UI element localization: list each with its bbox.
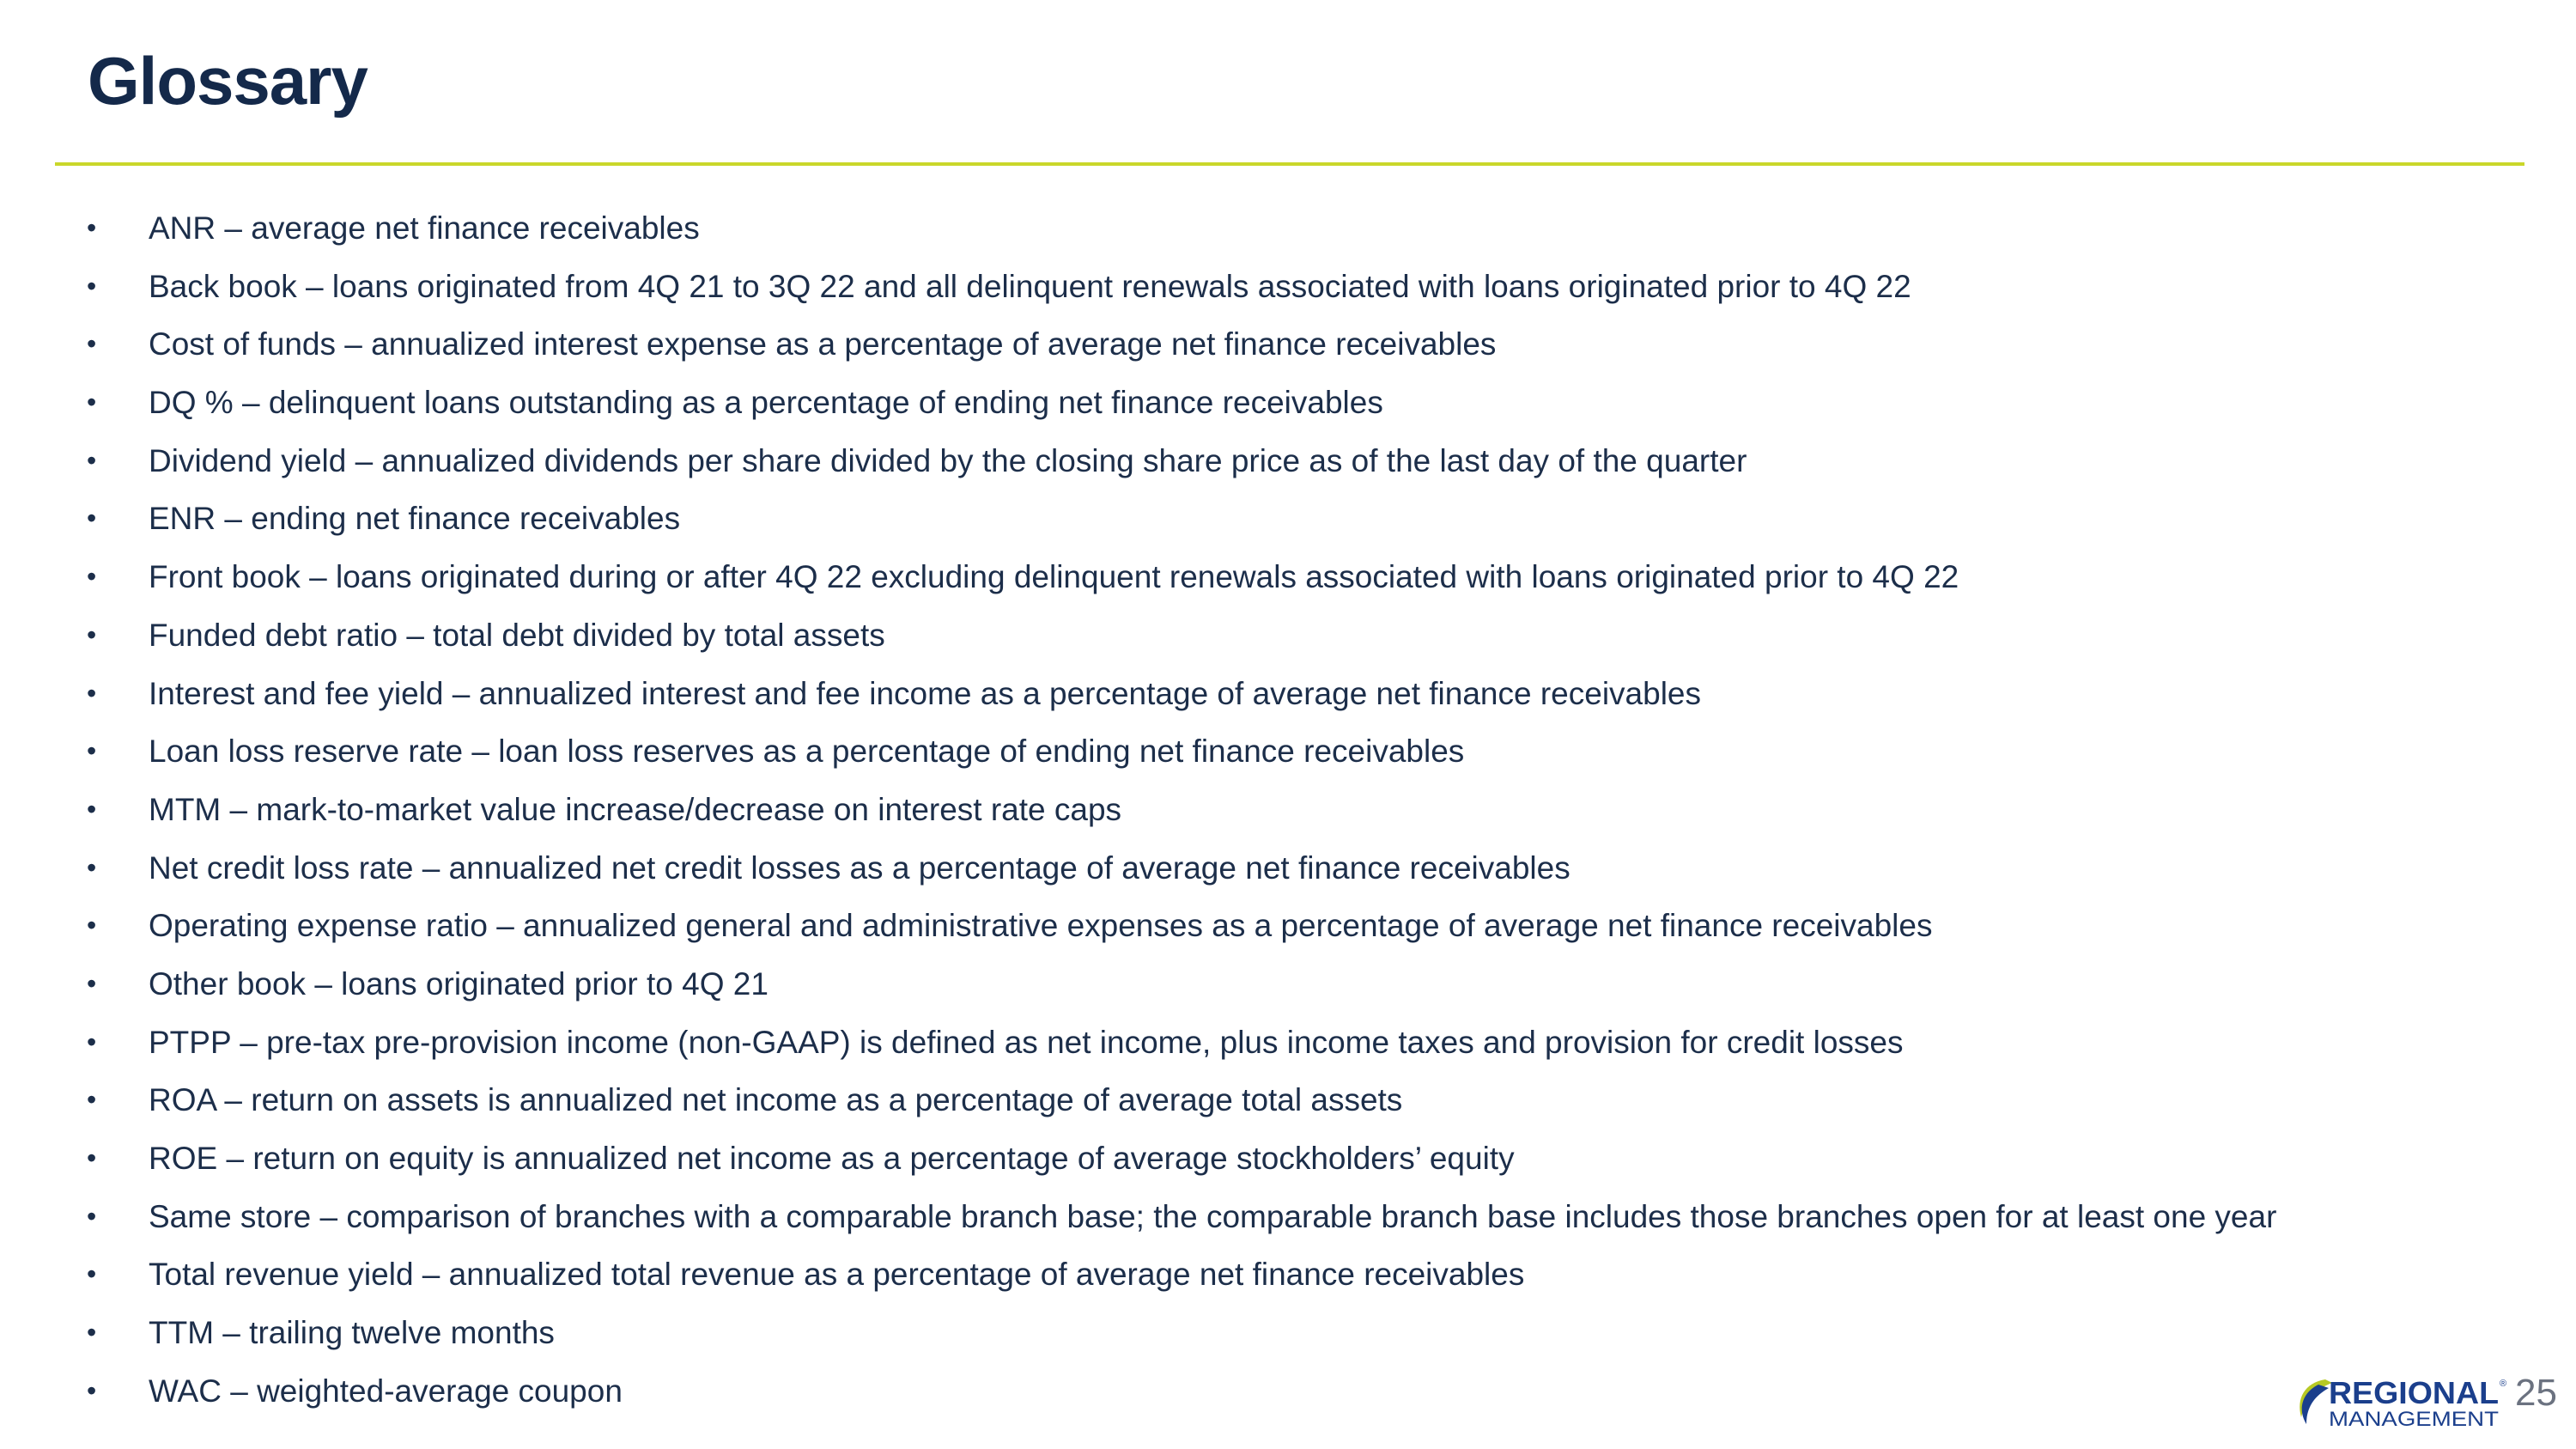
- bullet-icon: •: [87, 1317, 97, 1349]
- logo-wordmark-bottom: MANAGEMENT: [2329, 1408, 2500, 1429]
- glossary-item-text: PTPP – pre-tax pre-provision income (non-GAAP) is defined as net income, plus income taxes and provision for credit losses: [149, 1024, 1904, 1060]
- bullet-icon: •: [87, 1200, 97, 1232]
- logo-wordmark-top: REGIONAL: [2329, 1375, 2499, 1410]
- regional-management-logo: [2293, 1373, 2509, 1429]
- glossary-item-text: Cost of funds – annualized interest expense as a percentage of average net finance receivables: [149, 326, 1497, 362]
- glossary-item-text: Dividend yield – annualized dividends per share divided by the closing share price as of the last day of the quarter: [149, 442, 1747, 478]
- bullet-icon: •: [87, 1258, 97, 1290]
- title-divider: [55, 162, 2524, 166]
- bullet-icon: •: [87, 1084, 97, 1116]
- bullet-icon: •: [87, 910, 97, 941]
- glossary-item-text: MTM – mark-to-market value increase/decrease on interest rate caps: [149, 791, 1122, 827]
- bullet-icon: •: [87, 1142, 97, 1173]
- bullet-icon: •: [87, 677, 97, 709]
- glossary-item-text: Back book – loans originated from 4Q 21 to 3Q 22 and all delinquent renewals associated with loans originated prior to 4Q 22: [149, 268, 1911, 304]
- bullet-icon: •: [87, 735, 97, 767]
- bullet-icon: •: [87, 967, 97, 999]
- glossary-item-text: Total revenue yield – annualized total revenue as a percentage of average net finance receivables: [149, 1257, 1525, 1293]
- glossary-item-text: Funded debt ratio – total debt divided by total assets: [149, 617, 885, 653]
- bullet-icon: •: [87, 328, 97, 360]
- glossary-item-text: DQ % – delinquent loans outstanding as a percentage of ending net finance receivables: [149, 385, 1383, 421]
- glossary-item-text: Other book – loans originated prior to 4Q 21: [149, 965, 769, 1002]
- page-title: Glossary: [88, 43, 368, 119]
- bullet-icon: •: [87, 387, 97, 418]
- glossary-item-text: Loan loss reserve rate – loan loss reserves as a percentage of ending net finance receivables: [149, 734, 1465, 770]
- glossary-item-text: ANR – average net finance receivables: [149, 210, 700, 246]
- glossary-item-text: TTM – trailing twelve months: [149, 1315, 555, 1351]
- glossary-item-text: Operating expense ratio – annualized general and administrative expenses as a percentage of average net finance receivables: [149, 908, 1933, 944]
- bullet-icon: •: [87, 1374, 97, 1406]
- bullet-icon: •: [87, 618, 97, 650]
- bullet-icon: •: [87, 270, 97, 301]
- glossary-item-text: Net credit loss rate – annualized net credit losses as a percentage of average net finance receivables: [149, 849, 1571, 886]
- bullet-icon: •: [87, 561, 97, 593]
- glossary-item-text: Interest and fee yield – annualized interest and fee income as a percentage of average net finance receivables: [149, 675, 1702, 711]
- glossary-item-text: WAC – weighted-average coupon: [149, 1373, 623, 1409]
- bullet-icon: •: [87, 1026, 97, 1057]
- bullet-icon: •: [87, 444, 97, 476]
- bullet-icon: •: [87, 851, 97, 883]
- glossary-item-text: ROA – return on assets is annualized net income as a percentage of average total assets: [149, 1082, 1403, 1118]
- glossary-item-text: ROE – return on equity is annualized net income as a percentage of average stockholders’ equity: [149, 1141, 1515, 1176]
- logo-registered-mark: ®: [2500, 1379, 2507, 1389]
- glossary-item-text: Same store – comparison of branches with a comparable branch base; the comparable branch base includes those branches open for at least one year: [149, 1198, 2277, 1234]
- bullet-icon: •: [87, 793, 97, 825]
- glossary-item-text: Front book – loans originated during or after 4Q 22 excluding delinquent renewals associated with loans originated prior to 4Q 22: [149, 559, 1959, 595]
- bullet-icon: •: [87, 212, 97, 243]
- page-number: 25: [2515, 1372, 2557, 1414]
- bullet-icon: •: [87, 502, 97, 534]
- glossary-item-text: ENR – ending net finance receivables: [149, 501, 681, 537]
